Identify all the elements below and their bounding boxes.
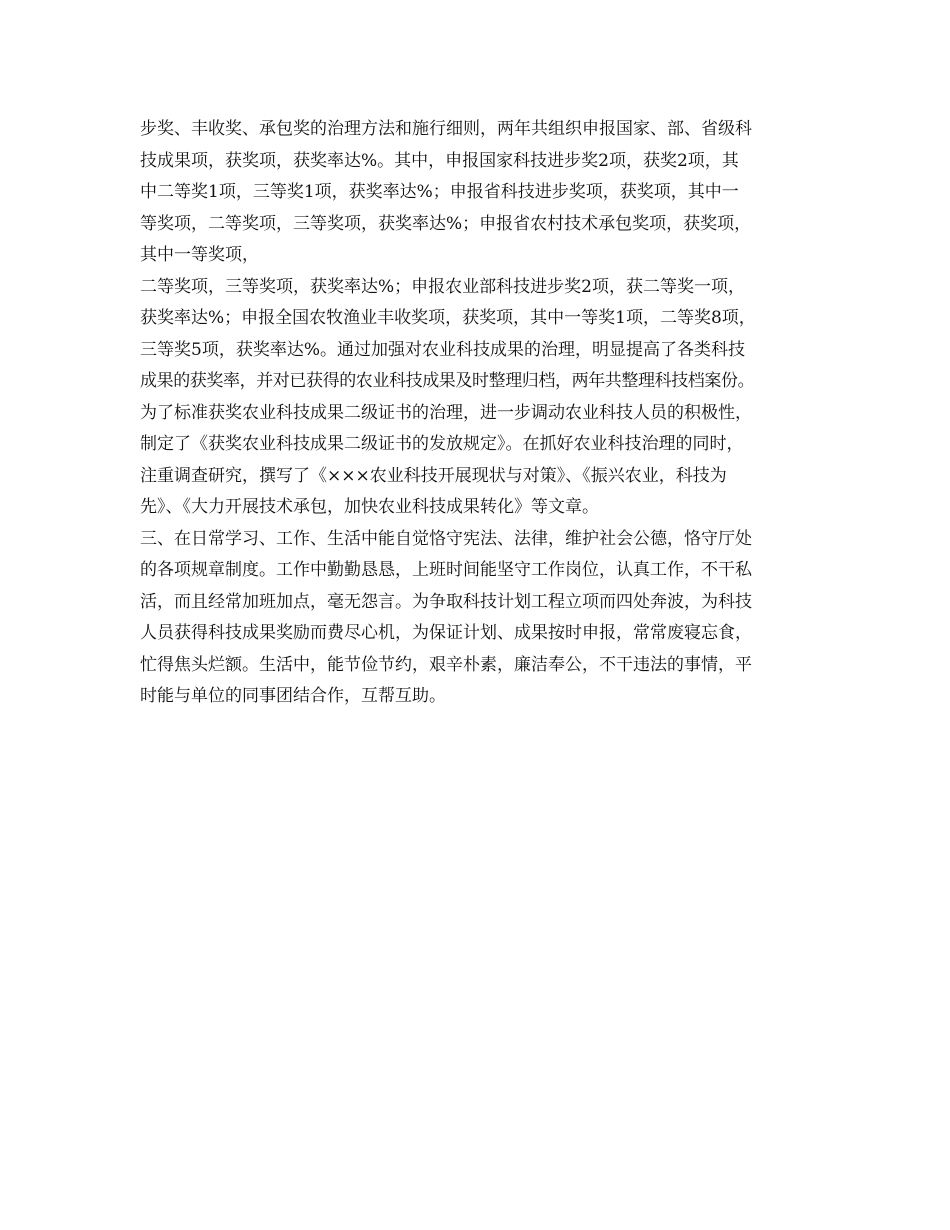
text-line-9: 成果的获奖率，并对已获得的农业科技成果及时整理归档，两年共整理科技档案份。 xyxy=(140,371,755,391)
text-line-11: 制定了《获奖农业科技成果二级证书的发放规定》。在抓好农业科技治理的同时， xyxy=(140,434,744,454)
text-line-2: 技成果项，获奖项，获奖率达%。其中，申报国家科技进步奖2项，获奖2项，其 xyxy=(140,150,739,171)
text-line-19: 时能与单位的同事团结合作，互帮互助。 xyxy=(140,686,446,706)
text-line-1: 步奖、丰收奖、承包奖的治理方法和施行细则，两年共组织申报国家、部、省级科 xyxy=(140,119,752,139)
text-line-6: 二等奖项，三等奖项，获奖率达%；申报农业部科技进步奖2项，获二等奖一项， xyxy=(140,276,745,297)
text-line-15: 的各项规章制度。工作中勤勤恳恳，上班时间能坚守工作岗位，认真工作，不干私 xyxy=(140,560,752,580)
text-line-7: 获奖率达%；申报全国农牧渔业丰收奖项，获奖项，其中一等奖1项，二等奖8项， xyxy=(140,308,756,328)
text-line-5: 其中一等奖项， xyxy=(140,245,259,265)
text-line-10: 为了标准获奖农业科技成果二级证书的治理，进一步调动农业科技人员的积极性， xyxy=(140,402,752,423)
text-line-4: 等奖项，二等奖项，三等奖项，获奖率达%；申报省农村技术承包奖项，获奖项， xyxy=(140,213,752,234)
text-line-3: 中二等奖1项，三等奖1项，获奖率达%；申报省科技进步奖项，获奖项，其中一 xyxy=(140,182,739,202)
text-line-17: 人员获得科技成果奖励而费尽心机，为保证计划、成果按时申报，常常废寝忘食， xyxy=(140,623,752,643)
text-line-14: 三、在日常学习、工作、生活中能自觉恪守宪法、法律，维护社会公德，恪守厅处 xyxy=(140,528,752,549)
body-text xyxy=(140,114,840,713)
text-line-18: 忙得焦头烂额。生活中，能节俭节约，艰辛朴素，廉洁奉公，不干违法的事情，平 xyxy=(140,654,752,675)
text-line-8: 三等奖5项，获奖率达%。通过加强对农业科技成果的治理，明显提高了各类科技 xyxy=(140,339,745,360)
text-line-16: 活，而且经常加班加点，毫无怨言。为争取科技计划工程立项而四处奔波，为科技 xyxy=(140,591,752,612)
text-line-13: 先》、《大力开展技术承包，加快农业科技成果转化》等文章。 xyxy=(140,497,599,517)
text-line-12: 注重调查研究，撰写了《×××农业科技开展现状与对策》、《振兴农业，科技为 xyxy=(140,465,727,486)
